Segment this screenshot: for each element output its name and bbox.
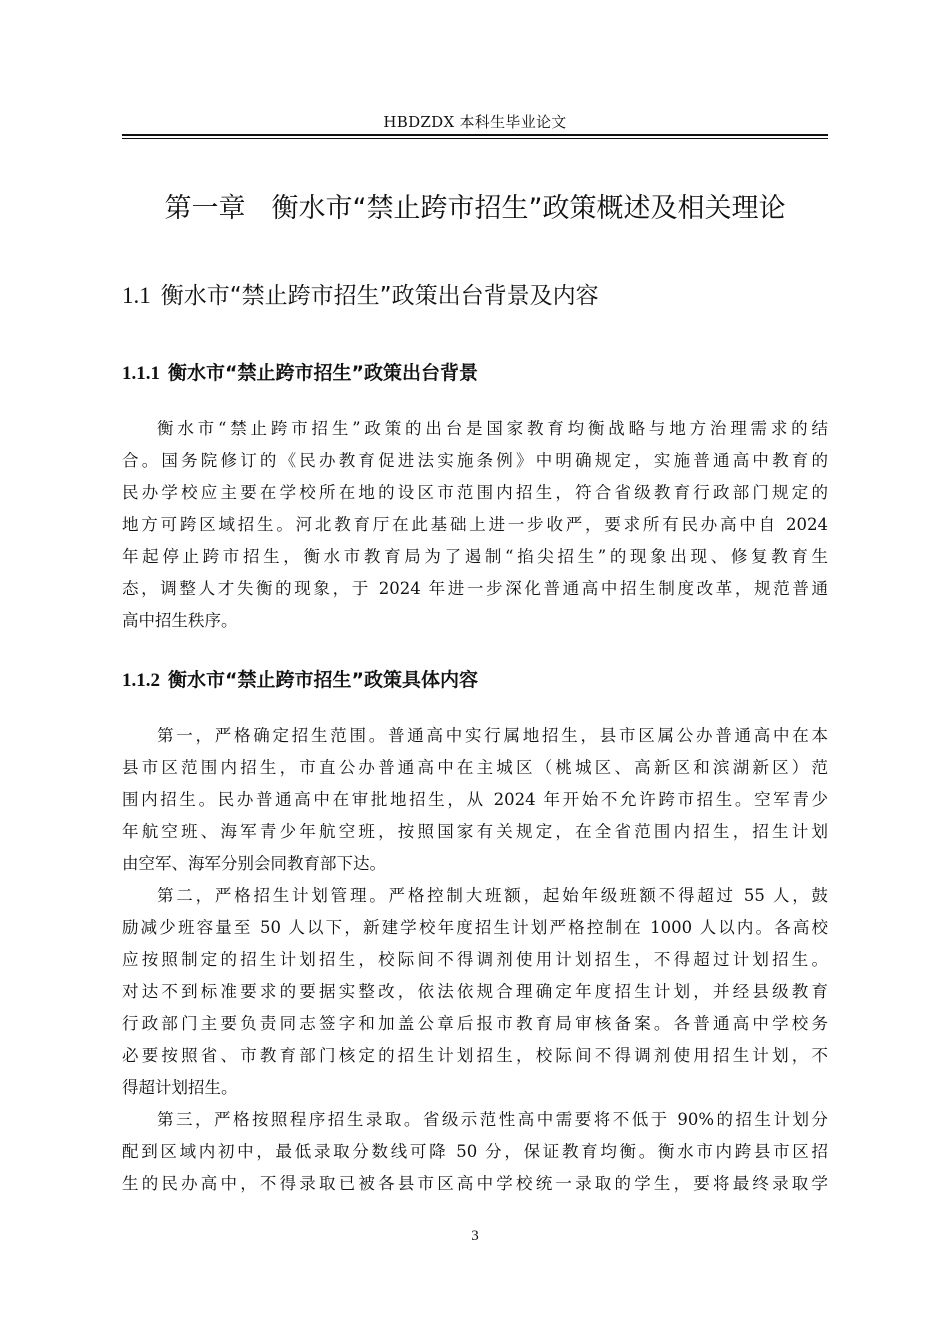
- paragraph-line: 高中招生秩序。: [122, 611, 238, 630]
- paragraph-line: 第三，严格按照程序招生录取。省级示范性高中需要将不低于 90%的招生计划分: [157, 1110, 828, 1129]
- header-rule-thin: [122, 138, 828, 139]
- paragraph-line: 合。国务院修订的《民办教育促进法实施条例》中明确规定，实施普通高中教育的: [122, 451, 828, 470]
- subsection-number: 1.1.2: [122, 670, 160, 691]
- header-rule-thick: [122, 134, 828, 136]
- paragraph-line: 行政部门主要负责同志签字和加盖公章后报市教育局审核备案。各普通高中学校务: [122, 1014, 828, 1033]
- subsection-title-1-1-2: [122, 665, 828, 696]
- page-number: 3: [471, 1228, 479, 1244]
- paragraph-line: 地方可跨区域招生。河北教育厅在此基础上进一步收严，要求所有民办高中自 2024: [122, 515, 828, 534]
- paragraph-line: 必要按照省、市教育部门核定的招生计划招生，校际间不得调剂使用招生计划，不: [122, 1046, 828, 1065]
- paragraph-line: 得超计划招生。: [122, 1078, 238, 1097]
- paragraph-line: 年航空班、海军青少年航空班，按照国家有关规定，在全省范围内招生，招生计划: [122, 822, 828, 841]
- paragraph-line: 第二，严格招生计划管理。严格控制大班额，起始年级班额不得超过 55 人，鼓: [157, 886, 828, 905]
- paragraph-line: 态，调整人才失衡的现象，于 2024 年进一步深化普通高中招生制度改革，规范普通: [122, 579, 828, 598]
- subsection-title-1-1-1: [122, 358, 828, 389]
- paragraph-line: 配到区域内初中，最低录取分数线可降 50 分，保证教育均衡。衡水市内跨县市区招: [122, 1142, 828, 1161]
- paragraph-line: 励减少班容量至 50 人以下，新建学校年度招生计划严格控制在 1000 人以内。各高校: [122, 918, 828, 937]
- paragraph-line: 应按照制定的招生计划招生，校际间不得调剂使用计划招生，不得超过计划招生。: [122, 950, 828, 969]
- subsection-title-text: 衡水市“禁止跨市招生”政策具体内容: [168, 669, 478, 691]
- paragraph-line: 年起停止跨市招生，衡水市教育局为了遏制“掐尖招生”的现象出现、修复教育生: [122, 547, 828, 566]
- paragraph-background: [122, 413, 828, 637]
- section-title-text: 衡水市“禁止跨市招生”政策出台背景及内容: [160, 283, 599, 309]
- paragraph-admission-procedure: [122, 1104, 828, 1200]
- paragraph-line: 第一，严格确定招生范围。普通高中实行属地招生，县市区属公办普通高中在本: [157, 726, 828, 745]
- paragraph-line: 衡水市“禁止跨市招生”政策的出台是国家教育均衡战略与地方治理需求的结: [157, 419, 828, 438]
- paragraph-line: 对达不到标准要求的要据实整改，依法依规合理确定年度招生计划，并经县级教育: [122, 982, 828, 1001]
- paragraph-scope: [122, 720, 828, 880]
- paragraph-plan-management: [122, 880, 828, 1104]
- section-title: [122, 278, 828, 314]
- section-number: 1.1: [122, 283, 151, 308]
- chapter-label: 第一章: [164, 193, 246, 224]
- subsection-title-text: 衡水市“禁止跨市招生”政策出台背景: [168, 362, 478, 384]
- paragraph-line: 生的民办高中，不得录取已被各县市区高中学校统一录取的学生，要将最终录取学: [122, 1174, 828, 1193]
- chapter-title-text: 衡水市“禁止跨市招生”政策概述及相关理论: [271, 193, 786, 224]
- paragraph-line: 由空军、海军分别会同教育部下达。: [122, 854, 386, 873]
- paragraph-line: 围内招生。民办普通高中在审批地招生，从 2024 年开始不允许跨市招生。空军青少: [122, 790, 828, 809]
- chapter-title: [122, 188, 828, 230]
- running-header: HBDZDX 本科生毕业论文: [383, 113, 567, 131]
- subsection-number: 1.1.1: [122, 363, 160, 384]
- paragraph-line: 县市区范围内招生，市直公办普通高中在主城区（桃城区、高新区和滨湖新区）范: [122, 758, 828, 777]
- paragraph-line: 民办学校应主要在学校所在地的设区市范围内招生，符合省级教育行政部门规定的: [122, 483, 828, 502]
